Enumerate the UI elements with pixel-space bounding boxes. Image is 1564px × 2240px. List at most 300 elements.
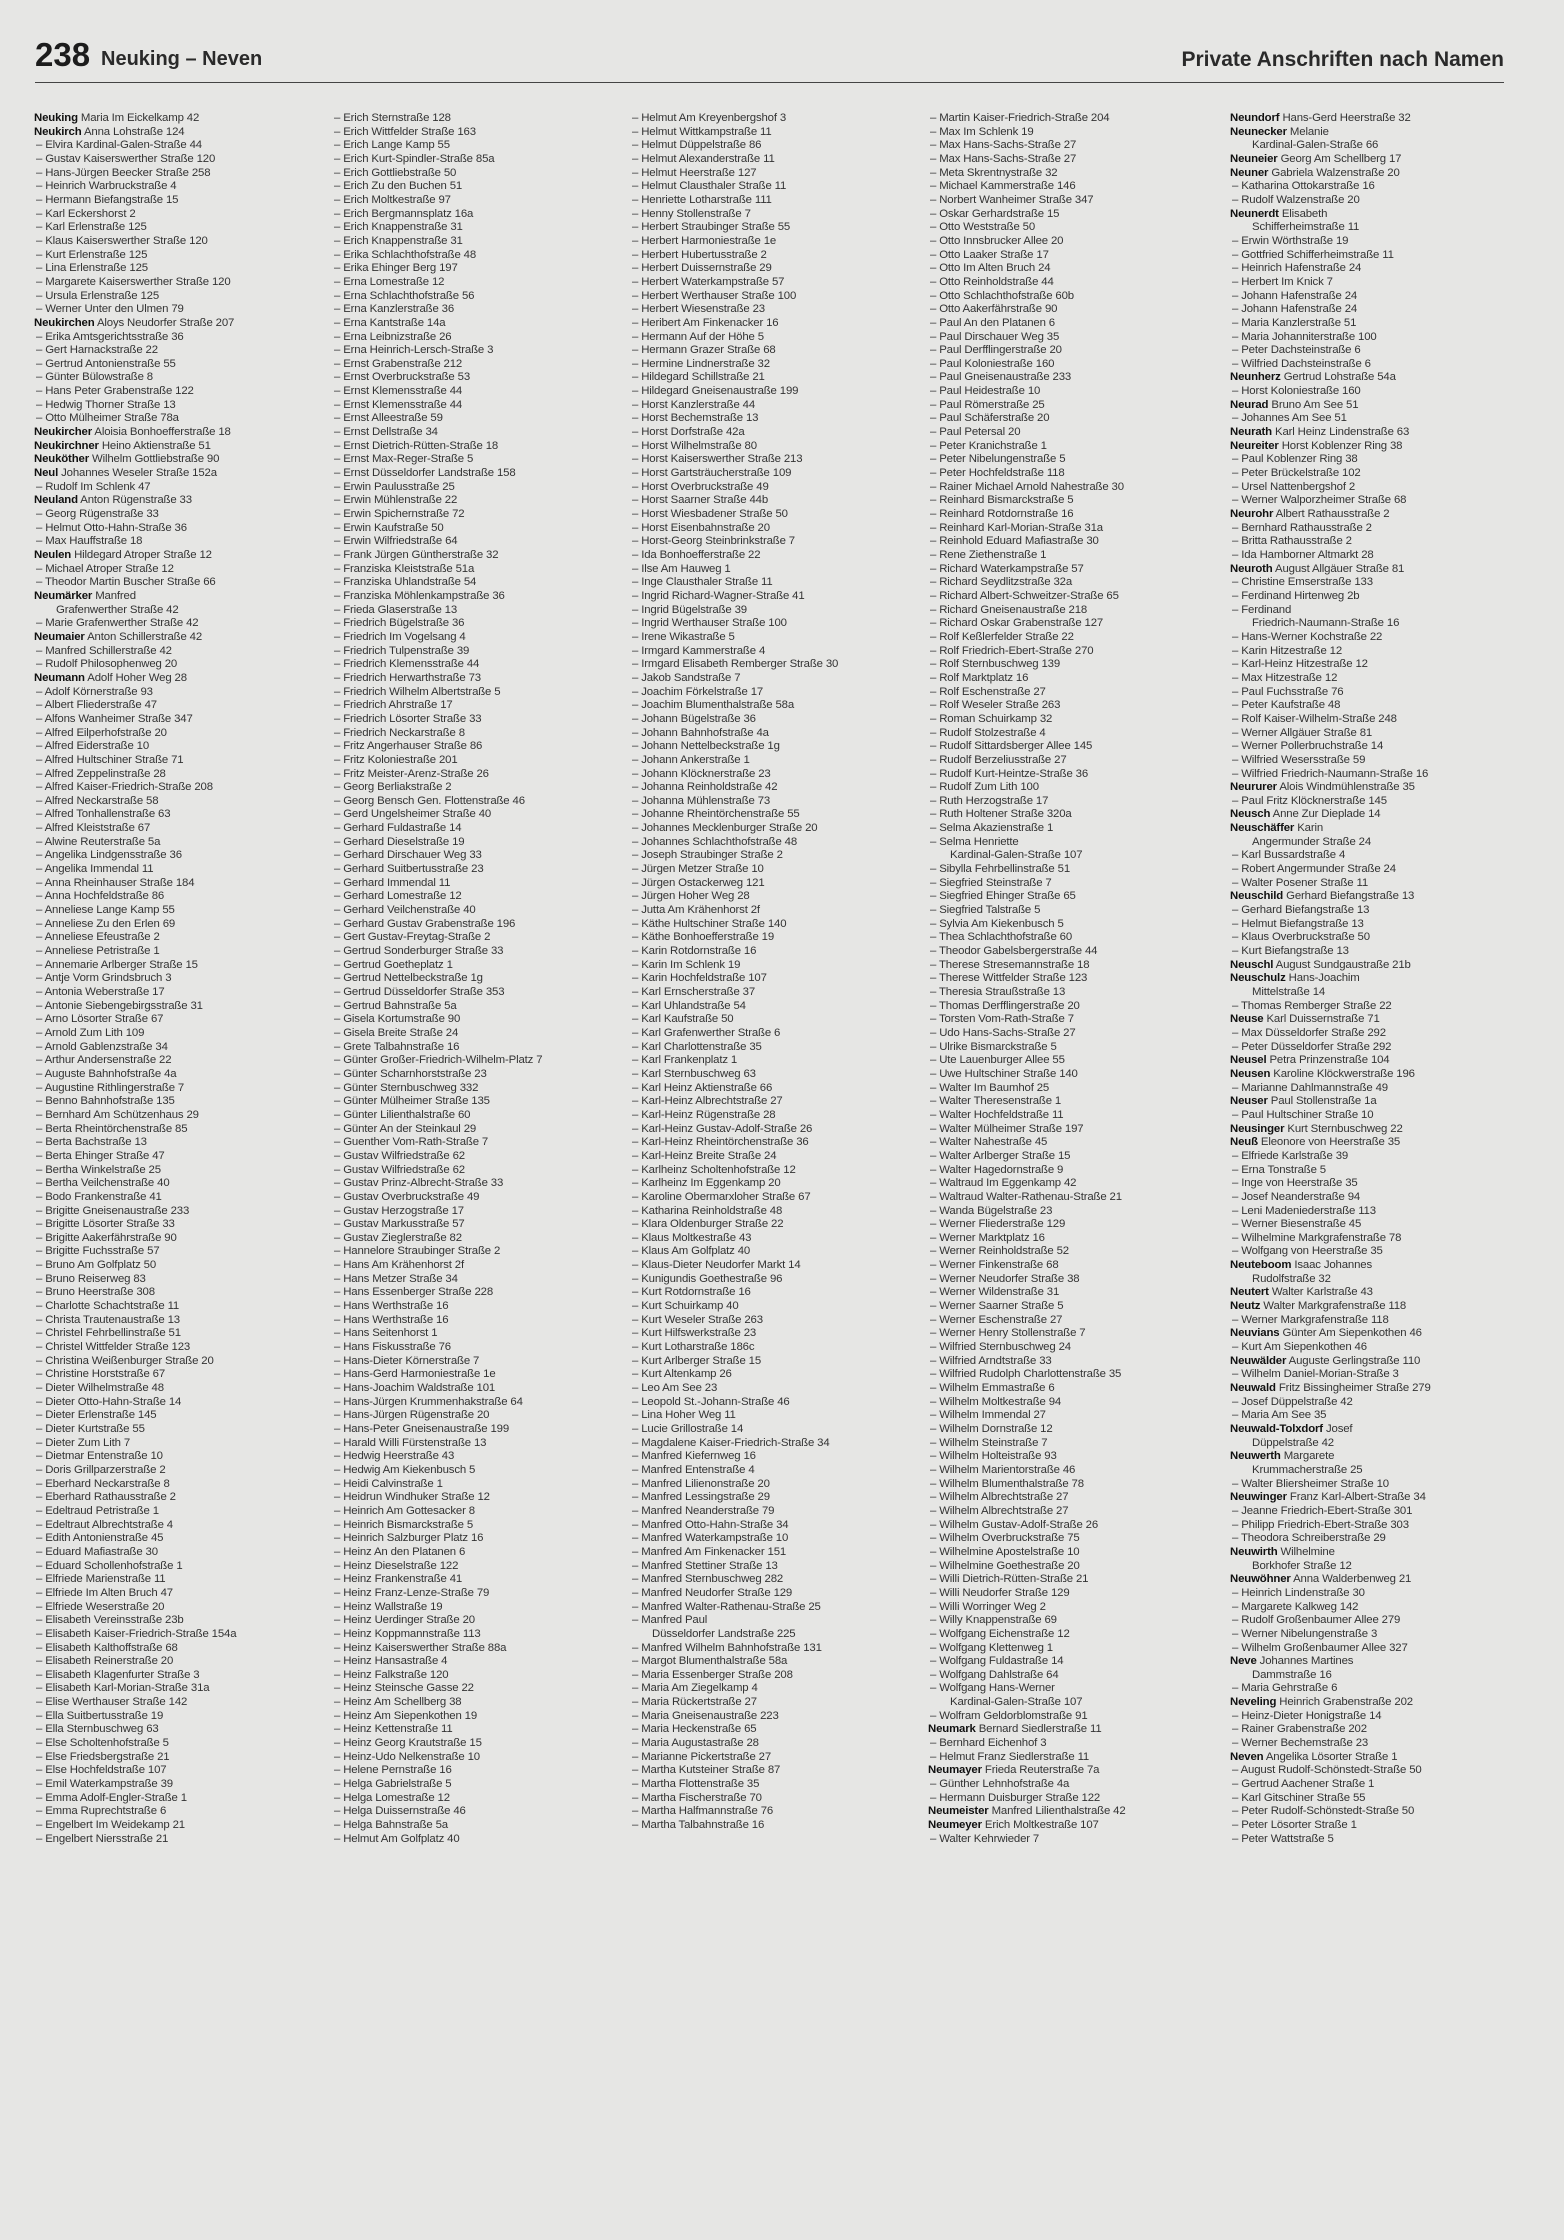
entry-text: Kardinal-Galen-Straße 107 [950, 1696, 1083, 1709]
entry-text: – Philipp Friedrich-Ebert-Straße 303 [1232, 1518, 1409, 1531]
entry-text: – Selma Henriette [930, 835, 1019, 848]
directory-entry [928, 631, 1213, 645]
entry-text: Elisabeth [1281, 207, 1328, 220]
directory-entry [928, 1655, 1213, 1669]
directory-entry [630, 686, 915, 700]
directory-entry [928, 590, 1213, 604]
directory-entry [1230, 1259, 1515, 1273]
directory-entry [928, 959, 1213, 973]
directory-entry [332, 1054, 617, 1068]
entry-text: Karl Heinz Lindenstraße 63 [1275, 426, 1410, 439]
directory-entry [630, 1245, 915, 1259]
directory-entry [928, 1669, 1213, 1683]
directory-entry [34, 1027, 319, 1041]
directory-entry [1230, 180, 1515, 194]
directory-entry [332, 1177, 617, 1191]
entry-text: – Max Im Schlenk 19 [930, 125, 1034, 138]
entry-text: – Alfred Kleiststraße 67 [36, 822, 151, 835]
entry-text: – Wilhelm Emmastraße 6 [930, 1382, 1055, 1395]
entry-text: – Kurt Erlenstraße 125 [36, 248, 148, 261]
entry-text: – Roman Schuirkamp 32 [930, 712, 1053, 725]
entry-text: – Hans-Peter Gneisenaustraße 199 [334, 1423, 510, 1435]
entry-text: – Ernst Düsseldorfer Landstraße 158 [334, 467, 516, 480]
directory-entry [34, 672, 319, 686]
entry-text: Heinrich Grabenstraße 202 [1279, 1696, 1413, 1709]
directory-entry [630, 1300, 915, 1314]
directory-entry [34, 781, 319, 795]
entry-text: – Werner Walporzheimer Straße 68 [1232, 494, 1407, 507]
entry-text: – Magdalene Kaiser-Friedrich-Straße 34 [632, 1436, 830, 1449]
directory-entry [34, 1532, 319, 1546]
directory-entry [332, 918, 617, 932]
surname: Neureiter [1230, 439, 1279, 452]
directory-entry [332, 494, 617, 508]
entry-text: – Helga Bahnstraße 5a [334, 1819, 448, 1832]
entry-text: – Inge von Heerstraße 35 [1232, 1177, 1358, 1190]
directory-entry [928, 344, 1213, 358]
directory-entry [332, 1232, 617, 1246]
directory-entry [332, 139, 617, 153]
directory-entry [630, 904, 915, 918]
directory-entry [332, 1764, 617, 1778]
entry-text: – Dieter Erlenstraße 145 [36, 1409, 157, 1422]
directory-entry [332, 959, 617, 973]
directory-entry [34, 1409, 319, 1423]
directory-entry [34, 863, 319, 877]
entry-text: – Manfred Neanderstraße 79 [632, 1504, 775, 1517]
directory-entry [332, 1205, 617, 1219]
entry-text: – Johann Hafenstraße 24 [1232, 289, 1358, 302]
directory-entry [332, 1191, 617, 1205]
directory-entry [928, 1450, 1213, 1464]
directory-entry [928, 549, 1213, 563]
entry-text: – Johanna Mühlenstraße 73 [632, 794, 771, 807]
directory-entry [630, 1519, 915, 1533]
entry-text: – Erich Lange Kamp 55 [334, 139, 450, 152]
directory-entry [332, 1601, 617, 1615]
directory-entry [630, 1286, 915, 1300]
directory-entry [34, 1478, 319, 1492]
directory-entry [1230, 303, 1515, 317]
directory-entry [630, 1368, 915, 1382]
entry-text: – Elisabeth Kalthoffstraße 68 [36, 1641, 178, 1654]
surname: Neusch [1230, 808, 1271, 821]
entry-text: – Kurt Hilfswerkstraße 23 [632, 1327, 757, 1340]
entry-text: – Heinrich Am Gottesacker 8 [334, 1504, 475, 1517]
directory-entry [34, 399, 319, 413]
directory-entry [34, 617, 319, 631]
directory-entry [34, 1191, 319, 1205]
directory-entry [1230, 1136, 1515, 1150]
entry-text: – Gert Gustav-Freytag-Straße 2 [334, 931, 491, 944]
directory-entry [630, 836, 915, 850]
surname: Neunerdt [1230, 207, 1279, 220]
entry-text: – Ernst Klemensstraße 44 [334, 398, 463, 411]
directory-entry [1230, 1519, 1515, 1533]
entry-text: – Wilhelm Blumenthalstraße 78 [930, 1477, 1084, 1490]
surname: Neuwald [1230, 1382, 1276, 1395]
directory-entry [630, 590, 915, 604]
entry-text: – Hedwig Thorner Straße 13 [36, 398, 176, 411]
entry-text: – Erich Moltkestraße 97 [334, 193, 451, 206]
entry-text: – Sylvia Am Kiekenbusch 5 [930, 917, 1064, 930]
entry-text: Bruno Am See 51 [1271, 398, 1359, 411]
directory-entry [928, 699, 1213, 713]
entry-text: – Horst Eisenbahnstraße 20 [632, 521, 770, 534]
directory-entry [1230, 1669, 1515, 1683]
entry-text: – Albert Fliederstraße 47 [36, 699, 157, 712]
entry-text: – Ursel Nattenbergshof 2 [1232, 480, 1356, 493]
directory-entry [1230, 1464, 1515, 1478]
directory-entry [332, 1355, 617, 1369]
directory-entry [630, 412, 915, 426]
entry-text: – Arno Lösorter Straße 67 [36, 1013, 164, 1026]
entry-text: – Arnold Gablenzstraße 34 [36, 1040, 168, 1053]
entry-text: – Ingrid Richard-Wagner-Straße 41 [632, 589, 805, 602]
entry-text: – Wilhelm Albrechtstraße 27 [930, 1504, 1069, 1517]
directory-entry [332, 1327, 617, 1341]
directory-entry [928, 713, 1213, 727]
entry-text: – Paul Fritz Klöcknerstraße 145 [1232, 794, 1387, 807]
directory-entry [1230, 549, 1515, 563]
directory-entry [332, 522, 617, 536]
directory-entry [1230, 221, 1515, 235]
directory-entry [332, 781, 617, 795]
directory-entry [332, 617, 617, 631]
directory-entry [630, 262, 915, 276]
directory-entry [928, 494, 1213, 508]
entry-text: – Wolfgang Hans-Werner [930, 1682, 1055, 1695]
directory-entry [630, 1136, 915, 1150]
directory-entry [332, 1614, 617, 1628]
directory-entry [1230, 1751, 1515, 1765]
entry-text: – Erwin Kaufstraße 50 [334, 521, 444, 534]
directory-entry [1230, 1396, 1515, 1410]
entry-text: Hans-Gerd Heerstraße 32 [1282, 112, 1411, 124]
entry-text: – Kunigundis Goethestraße 96 [632, 1272, 783, 1285]
entry-text: – Käthe Hultschiner Straße 140 [632, 917, 787, 930]
directory-entry [1230, 1205, 1515, 1219]
entry-text: – Werner Marktplatz 16 [930, 1231, 1045, 1244]
entry-text: – Otto Laaker Straße 17 [930, 248, 1049, 261]
directory-entry [34, 1205, 319, 1219]
directory-entry [34, 1054, 319, 1068]
directory-entry [928, 877, 1213, 891]
directory-entry [1230, 631, 1515, 645]
entry-text: – Torsten Vom-Rath-Straße 7 [930, 1013, 1074, 1026]
directory-entry [630, 1792, 915, 1806]
entry-text: – Franziska Uhlandstraße 54 [334, 576, 477, 589]
page-header [35, 30, 1504, 83]
directory-entry [332, 1778, 617, 1792]
entry-text: – Erich Wittfelder Straße 163 [334, 125, 476, 138]
directory-entry [332, 262, 617, 276]
directory-entry [928, 194, 1213, 208]
directory-entry [928, 1682, 1213, 1696]
directory-entry [928, 1191, 1213, 1205]
entry-text: – Gerhard Dieselstraße 19 [334, 835, 465, 848]
entry-text: – Ferdinand Hirtenweg 2b [1232, 589, 1360, 602]
directory-entry [1230, 959, 1515, 973]
directory-entry [630, 1054, 915, 1068]
directory-entry [928, 522, 1213, 536]
entry-text: – Willi Dietrich-Rütten-Straße 21 [930, 1573, 1089, 1586]
directory-entry [34, 1601, 319, 1615]
directory-entry [34, 1368, 319, 1382]
entry-text: – Brigitte Gneisenaustraße 233 [36, 1204, 190, 1217]
directory-entry [332, 1300, 617, 1314]
entry-text: – Maria Gehrstraße 6 [1232, 1682, 1338, 1695]
directory-entry [332, 699, 617, 713]
directory-entry [1230, 1409, 1515, 1423]
directory-entry [630, 1669, 915, 1683]
directory-entry [928, 290, 1213, 304]
directory-entry [1230, 371, 1515, 385]
directory-entry [630, 849, 915, 863]
entry-text: – Werner Biesenstraße 45 [1232, 1218, 1362, 1231]
directory-entry [332, 1041, 617, 1055]
entry-text: – Erich Gottliebstraße 50 [334, 166, 457, 179]
entry-text: – Manfred Am Finkenacker 151 [632, 1545, 787, 1558]
directory-entry [1230, 412, 1515, 426]
entry-text: – Anna Rheinhauser Straße 184 [36, 876, 195, 889]
entry-text: – Elise Werthauser Straße 142 [36, 1696, 188, 1709]
entry-text: – Hedwig Am Kiekenbusch 5 [334, 1463, 476, 1476]
directory-entry [34, 768, 319, 782]
entry-text: – Horst Kaiserswerther Straße 213 [632, 453, 803, 466]
entry-text: – Bernhard Eichenhof 3 [930, 1737, 1047, 1750]
entry-text: – Erwin Paulusstraße 25 [334, 480, 455, 493]
entry-text: – Siegfried Steinstraße 7 [930, 876, 1052, 889]
entry-text: – Wilhelm Overbruckstraße 75 [930, 1532, 1080, 1545]
entry-text: – Rudolf Zum Lith 100 [930, 781, 1039, 794]
entry-text: – Ingrid Werthauser Straße 100 [632, 617, 787, 630]
directory-entry [34, 1764, 319, 1778]
directory-entry [928, 303, 1213, 317]
directory-entry [332, 686, 617, 700]
directory-entry [332, 508, 617, 522]
entry-text: – Heinz Georg Krautstraße 15 [334, 1737, 482, 1750]
entry-text: – Heinrich Hafenstraße 24 [1232, 262, 1362, 275]
entry-text: Heino Aktienstraße 51 [101, 439, 211, 452]
entry-text: – Hans-Joachim Waldstraße 101 [334, 1382, 496, 1395]
directory-entry [928, 262, 1213, 276]
directory-entry [630, 1327, 915, 1341]
entry-text: – Erika Amtsgerichtsstraße 36 [36, 330, 184, 343]
surname: Neuroth [1230, 562, 1273, 575]
entry-text: – Helmut Alexanderstraße 11 [632, 152, 775, 165]
entry-text: – Werner Henry Stollenstraße 7 [930, 1327, 1086, 1340]
entry-text: – Reinhard Karl-Morian-Straße 31a [930, 521, 1103, 534]
entry-text: – Heinrich Bismarckstraße 5 [334, 1518, 474, 1531]
directory-entry [34, 1150, 319, 1164]
directory-entry [34, 385, 319, 399]
directory-entry [928, 1177, 1213, 1191]
entry-text: – Ulrike Bismarckstraße 5 [930, 1040, 1057, 1053]
directory-entry [332, 808, 617, 822]
entry-text: – Eberhard Neckarstraße 8 [36, 1477, 170, 1490]
entry-text: – Engelbert Im Weidekamp 21 [36, 1819, 185, 1832]
directory-entry [630, 467, 915, 481]
entry-text: – Heinrich Warbruckstraße 4 [36, 180, 177, 193]
entry-text: – Henny Stollenstraße 7 [632, 207, 751, 220]
entry-text: – Martha Talbahnstraße 16 [632, 1819, 765, 1832]
entry-text: – Karl Frankenplatz 1 [632, 1054, 738, 1067]
directory-column-1 [34, 112, 319, 2222]
entry-text: – Horst Kanzlerstraße 44 [632, 398, 756, 411]
directory-entry [1230, 645, 1515, 659]
entry-text: Kardinal-Galen-Straße 66 [1252, 139, 1379, 152]
surname: Neundorf [1230, 112, 1280, 124]
directory-entry [928, 1601, 1213, 1615]
directory-entry [1230, 945, 1515, 959]
entry-text: – Helene Pernstraße 16 [334, 1764, 452, 1777]
directory-entry [630, 645, 915, 659]
directory-entry [332, 344, 617, 358]
entry-text: – Elisabeth Klagenfurter Straße 3 [36, 1668, 200, 1681]
directory-entry [332, 849, 617, 863]
directory-entry [630, 1000, 915, 1014]
entry-text: – Heribert Am Finkenacker 16 [632, 316, 779, 329]
entry-text: – Wilfried Wesersstraße 59 [1232, 753, 1366, 766]
directory-entry [630, 617, 915, 631]
entry-text: – Guenther Vom-Rath-Straße 7 [334, 1136, 489, 1149]
directory-entry [928, 1123, 1213, 1137]
surname: Neutz [1230, 1300, 1261, 1313]
directory-entry [1230, 768, 1515, 782]
entry-text: – Theodora Schreiberstraße 29 [1232, 1532, 1386, 1545]
directory-entry [1230, 112, 1515, 126]
directory-entry [630, 713, 915, 727]
entry-text: – Augustine Rithlingerstraße 7 [36, 1081, 185, 1094]
directory-entry [630, 808, 915, 822]
entry-text: – Selma Akazienstraße 1 [930, 822, 1054, 835]
directory-entry [928, 167, 1213, 181]
surname: Neuschl [1230, 958, 1274, 971]
directory-entry [928, 1792, 1213, 1806]
entry-text: – Hedwig Heerstraße 43 [334, 1450, 455, 1463]
directory-entry [928, 890, 1213, 904]
directory-entry [332, 440, 617, 454]
entry-text: – Herbert Duissernstraße 29 [632, 262, 772, 275]
directory-entry [332, 972, 617, 986]
entry-text: – Arthur Andersenstraße 22 [36, 1054, 172, 1067]
directory-entry [1230, 1792, 1515, 1806]
entry-text: – Paul Römerstraße 25 [930, 398, 1045, 411]
directory-entry [630, 1177, 915, 1191]
entry-text: Karl Duissernstraße 71 [1266, 1013, 1380, 1026]
directory-entry [34, 1314, 319, 1328]
entry-text: Aloys Neudorfer Straße 207 [96, 316, 235, 329]
entry-text: – Otto Aakerfährstraße 90 [930, 303, 1058, 316]
directory-entry [34, 576, 319, 590]
directory-entry [630, 317, 915, 331]
entry-text: – Helmut Clausthaler Straße 11 [632, 180, 787, 193]
page-number: 238 [35, 36, 91, 73]
directory-entry [1230, 1013, 1515, 1027]
directory-entry [34, 1696, 319, 1710]
directory-entry [928, 1478, 1213, 1492]
directory-entry [1230, 1614, 1515, 1628]
surname: Neuland [34, 494, 78, 507]
entry-text: – Paul Koblenzer Ring 38 [1232, 453, 1358, 466]
entry-text: – Henriette Lotharstraße 111 [632, 193, 772, 206]
entry-text: – Peter Nibelungenstraße 5 [930, 453, 1066, 466]
directory-entry [1230, 1491, 1515, 1505]
directory-entry [34, 153, 319, 167]
directory-entry [1230, 658, 1515, 672]
directory-entry [1230, 153, 1515, 167]
directory-entry [630, 1218, 915, 1232]
directory-entry [630, 208, 915, 222]
directory-entry [1230, 344, 1515, 358]
entry-text: – Wolfram Geldorblomstraße 91 [930, 1709, 1088, 1722]
entry-text: – Wolfgang Dahlstraße 64 [930, 1668, 1059, 1681]
entry-text: – Max Hans-Sachs-Straße 27 [930, 152, 1077, 165]
directory-entry [630, 918, 915, 932]
entry-text: – Herbert Waterkampstraße 57 [632, 275, 785, 288]
directory-entry [630, 385, 915, 399]
entry-text: – Christine Emserstraße 133 [1232, 576, 1373, 589]
directory-entry [1230, 740, 1515, 754]
entry-text: – Manfred Lilienonstraße 20 [632, 1477, 770, 1490]
entry-text: – Hermann Grazer Straße 68 [632, 344, 776, 357]
directory-entry [630, 1778, 915, 1792]
directory-entry [928, 617, 1213, 631]
directory-entry [1230, 235, 1515, 249]
entry-text: – Helmut Franz Siedlerstraße 11 [930, 1750, 1090, 1763]
directory-entry [34, 508, 319, 522]
directory-entry [630, 1682, 915, 1696]
directory-entry [630, 1259, 915, 1273]
entry-text: – Willi Neudorfer Straße 129 [930, 1586, 1070, 1599]
entry-text: – Herbert Straubinger Straße 55 [632, 221, 791, 234]
directory-entry [34, 590, 319, 604]
directory-entry [34, 795, 319, 809]
entry-text: – Else Scholtenhofstraße 5 [36, 1737, 169, 1750]
entry-text: – Martin Kaiser-Friedrich-Straße 204 [930, 112, 1110, 124]
directory-entry [1230, 1123, 1515, 1137]
entry-text: – Horst Dorfstraße 42a [632, 426, 745, 439]
directory-entry [928, 1437, 1213, 1451]
directory-entry [34, 1792, 319, 1806]
entry-text: – Wilhelm Dornstraße 12 [930, 1423, 1053, 1435]
entry-text: – Jeanne Friedrich-Ebert-Straße 301 [1232, 1504, 1413, 1517]
entry-text: – Kurt Weseler Straße 263 [632, 1313, 763, 1326]
directory-entry [34, 945, 319, 959]
directory-entry [630, 494, 915, 508]
directory-entry [1230, 1109, 1515, 1123]
entry-text: – Margarete Kaiserswerther Straße 120 [36, 275, 231, 288]
entry-text: – Lina Erlenstraße 125 [36, 262, 148, 275]
entry-text: – Anneliese Efeustraße 2 [36, 931, 160, 944]
directory-entry [332, 221, 617, 235]
entry-text: – Heinz Wallstraße 19 [334, 1600, 443, 1613]
directory-entry [1230, 1327, 1515, 1341]
directory-entry [1230, 590, 1515, 604]
directory-entry [34, 317, 319, 331]
surname: Neve [1230, 1655, 1257, 1668]
directory-entry [332, 1437, 617, 1451]
directory-entry [332, 358, 617, 372]
directory-entry [34, 1109, 319, 1123]
directory-entry [928, 1368, 1213, 1382]
entry-text: – Ruth Herzogstraße 17 [930, 794, 1049, 807]
directory-entry [928, 945, 1213, 959]
directory-entry [928, 1095, 1213, 1109]
directory-entry [332, 549, 617, 563]
directory-entry [1230, 1573, 1515, 1587]
